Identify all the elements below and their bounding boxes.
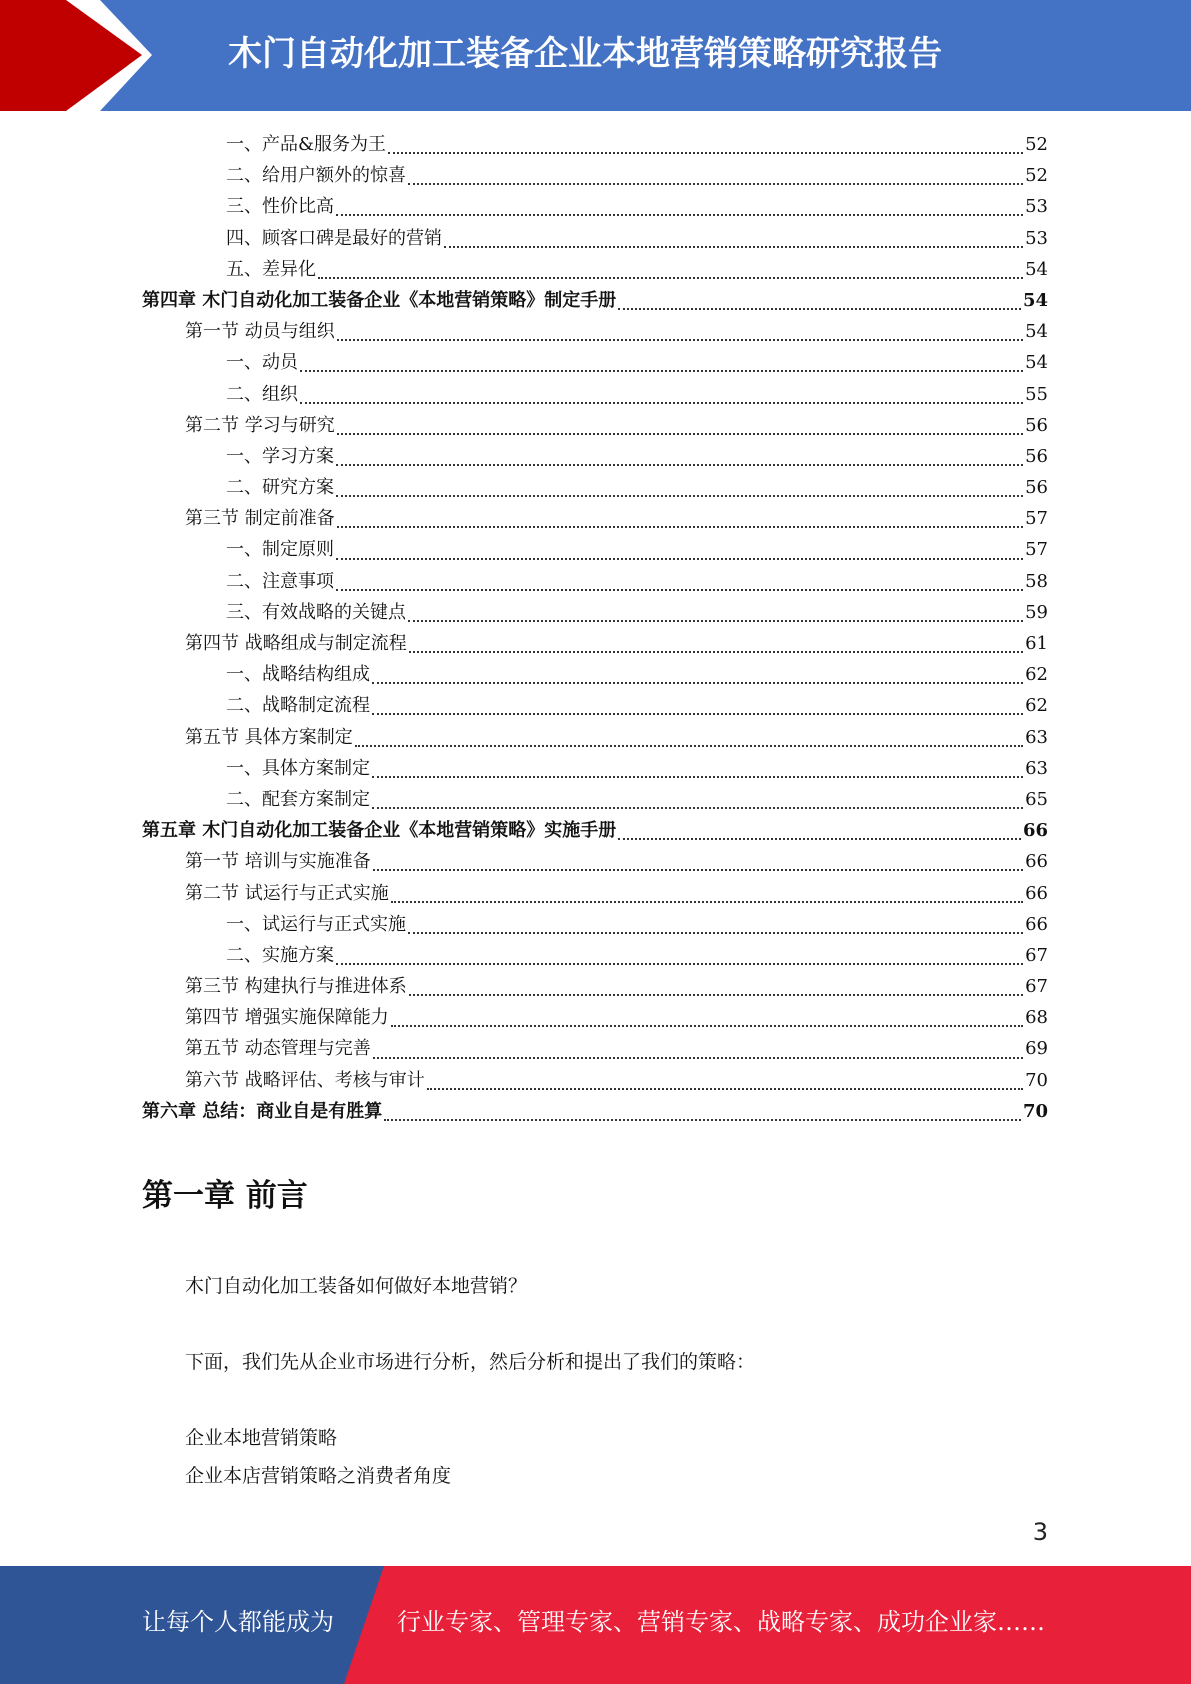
toc-subsection-entry[interactable] <box>142 129 1048 160</box>
toc-entry-page: 56 <box>1025 477 1048 499</box>
toc-entry-label: 一、试运行与正式实施 <box>226 913 406 935</box>
toc-entry-label: 第五章 木门自动化加工装备企业《本地营销策略》实施手册 <box>142 820 617 842</box>
toc-entry-page: 57 <box>1025 508 1048 530</box>
toc-entry-page: 63 <box>1025 726 1048 748</box>
toc-entry-label: 二、战略制定流程 <box>226 695 370 717</box>
toc-dot-leader <box>300 401 1023 404</box>
toc-entry-page: 62 <box>1025 695 1048 717</box>
toc-section-entry[interactable] <box>142 971 1048 1002</box>
toc-dot-leader <box>427 1087 1023 1090</box>
toc-entry-page: 52 <box>1025 134 1048 155</box>
toc-entry-label: 五、差异化 <box>226 258 316 280</box>
toc-entry-label: 第四章 木门自动化加工装备企业《本地营销策略》制定手册 <box>142 289 617 311</box>
toc-subsection-entry[interactable] <box>142 566 1048 597</box>
toc-entry-label: 第一节 动员与组织 <box>185 321 335 343</box>
toc-dot-leader <box>336 213 1023 216</box>
toc-subsection-entry[interactable] <box>142 441 1048 472</box>
toc-entry-page: 55 <box>1025 383 1048 405</box>
toc-subsection-entry[interactable] <box>142 379 1048 410</box>
toc-dot-leader <box>372 806 1023 809</box>
toc-entry-label: 四、顾客口碑是最好的营销 <box>226 227 442 249</box>
toc-entry-page: 54 <box>1025 321 1048 343</box>
toc-dot-leader <box>408 182 1023 185</box>
toc-dot-leader <box>618 837 1021 840</box>
toc-entry-page: 53 <box>1025 196 1048 218</box>
toc-entry-label: 三、有效战略的关键点 <box>226 601 406 623</box>
toc-subsection-entry[interactable] <box>142 940 1048 971</box>
toc-section-entry[interactable] <box>142 1065 1048 1096</box>
paragraph-intro: 下面，我们先从企业市场进行分析，然后分析和提出了我们的策略： <box>185 1351 756 1373</box>
toc-entry-label: 一、制定原则 <box>226 539 334 561</box>
toc-dot-leader <box>337 338 1023 341</box>
toc-subsection-entry[interactable] <box>142 597 1048 628</box>
toc-entry-label: 第六节 战略评估、考核与审计 <box>185 1069 425 1091</box>
toc-entry-page: 52 <box>1025 165 1048 187</box>
toc-entry-label: 三、性价比高 <box>226 196 334 218</box>
toc-entry-label: 二、实施方案 <box>226 944 334 966</box>
toc-dot-leader <box>318 276 1023 279</box>
page-footer <box>0 1566 1191 1684</box>
toc-dot-leader <box>409 993 1023 996</box>
toc-entry-page: 70 <box>1022 1100 1048 1122</box>
toc-dot-leader <box>336 463 1023 466</box>
toc-subsection-entry[interactable] <box>142 909 1048 940</box>
toc-dot-leader <box>409 650 1023 653</box>
toc-entry-label: 一、战略结构组成 <box>226 664 370 686</box>
toc-dot-leader <box>408 931 1023 934</box>
toc-entry-label: 第一节 培训与实施准备 <box>185 851 371 873</box>
toc-dot-leader <box>336 588 1023 591</box>
toc-dot-leader <box>391 900 1023 903</box>
paragraph-strategy-item: 企业本地营销策略 <box>185 1427 338 1449</box>
toc-subsection-entry[interactable] <box>142 472 1048 503</box>
toc-entry-page: 59 <box>1025 601 1048 623</box>
toc-entry-label: 一、学习方案 <box>226 445 334 467</box>
toc-section-entry[interactable] <box>142 722 1048 753</box>
toc-subsection-entry[interactable] <box>142 534 1048 565</box>
toc-entry-page: 66 <box>1025 851 1048 873</box>
toc-entry-page: 70 <box>1025 1069 1048 1091</box>
toc-subsection-entry[interactable] <box>142 160 1048 191</box>
toc-entry-label: 二、给用户额外的惊喜 <box>226 165 406 187</box>
toc-entry-label: 第四节 战略组成与制定流程 <box>185 633 407 654</box>
toc-subsection-entry[interactable] <box>142 753 1048 784</box>
toc-subsection-entry[interactable] <box>142 223 1048 254</box>
toc-dot-leader <box>337 432 1023 435</box>
toc-dot-leader <box>300 369 1023 372</box>
toc-entry-label: 第六章 总结：商业自是有胜算 <box>142 1100 383 1122</box>
toc-dot-leader <box>373 868 1023 871</box>
toc-entry-label: 一、动员 <box>226 352 298 374</box>
toc-entry-page: 66 <box>1025 882 1048 904</box>
toc-entry-label: 二、配套方案制定 <box>226 788 370 810</box>
toc-entry-page: 66 <box>1022 820 1048 842</box>
toc-entry-label: 二、注意事项 <box>226 570 334 592</box>
toc-dot-leader <box>336 557 1023 560</box>
toc-entry-page: 58 <box>1025 570 1048 592</box>
toc-dot-leader <box>355 744 1023 747</box>
toc-dot-leader <box>384 1118 1021 1121</box>
toc-entry-page: 61 <box>1025 633 1048 654</box>
toc-section-entry[interactable] <box>142 1033 1048 1064</box>
toc-entry-page: 54 <box>1025 352 1048 374</box>
toc-entry-page: 62 <box>1025 664 1048 686</box>
toc-section-entry[interactable] <box>142 316 1048 347</box>
toc-entry-page: 67 <box>1025 944 1048 966</box>
toc-entry-page: 65 <box>1025 788 1048 810</box>
toc-dot-leader <box>336 962 1023 965</box>
chapter-heading: 第一章 前言 <box>142 1178 308 1214</box>
toc-chapter-entry[interactable] <box>142 285 1048 316</box>
toc-entry-label: 第四节 增强实施保障能力 <box>185 1007 389 1029</box>
toc-dot-leader <box>408 619 1023 622</box>
toc-entry-label: 一、具体方案制定 <box>226 757 370 779</box>
toc-dot-leader <box>373 1056 1023 1059</box>
toc-entry-label: 二、组织 <box>226 383 298 405</box>
toc-entry-page: 54 <box>1025 258 1048 280</box>
toc-subsection-entry[interactable] <box>142 347 1048 378</box>
paragraph-strategy-item: 企业本店营销策略之消费者角度 <box>185 1465 452 1487</box>
toc-entry-page: 63 <box>1025 757 1048 779</box>
toc-dot-leader <box>372 712 1023 715</box>
toc-entry-label: 第二节 学习与研究 <box>185 414 335 436</box>
toc-entry-label: 二、研究方案 <box>226 477 334 499</box>
toc-subsection-entry[interactable] <box>142 659 1048 690</box>
toc-entry-label: 一、产品&服务为王 <box>226 134 387 155</box>
footer-slogan-right: 行业专家、管理专家、营销专家、战略专家、成功企业家…… <box>397 1608 1045 1636</box>
toc-section-entry[interactable] <box>142 503 1048 534</box>
toc-section-entry[interactable] <box>142 410 1048 441</box>
toc-entry-page: 67 <box>1025 976 1048 998</box>
toc-subsection-entry[interactable] <box>142 191 1048 222</box>
toc-dot-leader <box>618 307 1021 310</box>
toc-entry-page: 66 <box>1025 913 1048 935</box>
toc-chapter-entry[interactable] <box>142 815 1048 846</box>
toc-subsection-entry[interactable] <box>142 784 1048 815</box>
toc-entry-page: 68 <box>1025 1007 1048 1029</box>
document-title: 木门自动化加工装备企业本地营销策略研究报告 <box>228 34 942 74</box>
toc-dot-leader <box>372 681 1023 684</box>
table-of-contents <box>142 129 1048 1127</box>
toc-section-entry[interactable] <box>142 878 1048 909</box>
toc-entry-page: 57 <box>1025 539 1048 561</box>
toc-dot-leader <box>388 151 1023 154</box>
toc-subsection-entry[interactable] <box>142 254 1048 285</box>
toc-entry-label: 第三节 构建执行与推进体系 <box>185 976 407 998</box>
toc-section-entry[interactable] <box>142 846 1048 877</box>
toc-entry-page: 54 <box>1022 289 1048 311</box>
toc-entry-label: 第二节 试运行与正式实施 <box>185 882 389 904</box>
toc-dot-leader <box>336 494 1023 497</box>
toc-entry-label: 第三节 制定前准备 <box>185 508 335 530</box>
toc-entry-label: 第五节 动态管理与完善 <box>185 1038 371 1060</box>
page-header <box>0 0 1191 111</box>
toc-dot-leader <box>372 775 1023 778</box>
page-number: 3 <box>1032 1518 1048 1546</box>
toc-entry-page: 53 <box>1025 227 1048 249</box>
toc-entry-label: 第五节 具体方案制定 <box>185 726 353 748</box>
toc-subsection-entry[interactable] <box>142 690 1048 721</box>
toc-dot-leader <box>391 1024 1023 1027</box>
footer-slogan-left: 让每个人都能成为 <box>142 1608 334 1636</box>
toc-entry-page: 56 <box>1025 414 1048 436</box>
toc-entry-page: 69 <box>1025 1038 1048 1060</box>
toc-section-entry[interactable] <box>142 628 1048 659</box>
toc-dot-leader <box>337 525 1023 528</box>
toc-section-entry[interactable] <box>142 1002 1048 1033</box>
paragraph-question: 木门自动化加工装备如何做好本地营销？ <box>185 1275 528 1297</box>
toc-chapter-entry[interactable] <box>142 1096 1048 1127</box>
toc-entry-page: 56 <box>1025 445 1048 467</box>
toc-dot-leader <box>444 245 1023 248</box>
